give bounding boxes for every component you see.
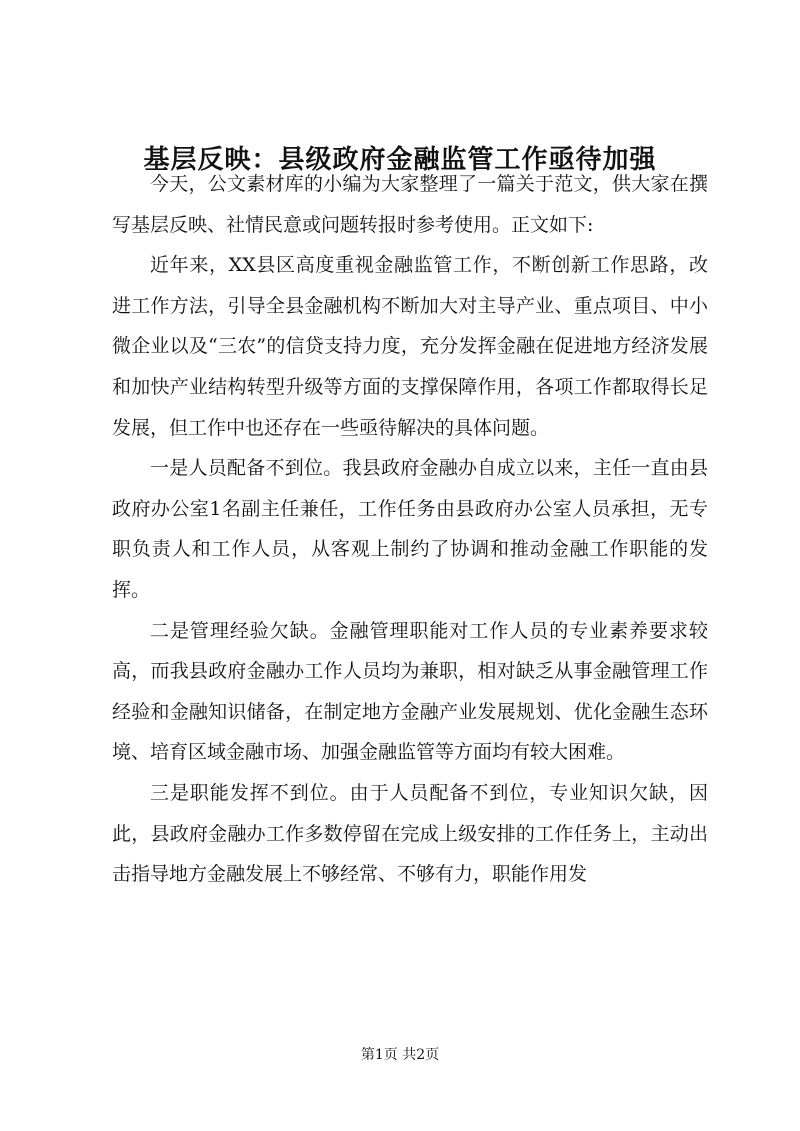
body-paragraph: 三是职能发挥不到位。由于人员配备不到位，专业知识欠缺，因此，县政府金融办工作多数停留在完成上级安排的工作任务上，主动出击指导地方金融发展上不够经常、不够有力，职能作用发 xyxy=(112,781,708,886)
body-paragraph: 二是管理经验欠缺。金融管理职能对工作人员的专业素养要求较高，而我县政府金融办工作人员均为兼职，相对缺乏从事金融管理工作经验和金融知识储备，在制定地方金融产业发展规划、优化金融生态环境、培育区域金融市场、加强金融监管等方面均有较大困难。 xyxy=(112,619,708,764)
body-paragraph: 一是人员配备不到位。我县政府金融办自成立以来，主任一直由县政府办公室1名副主任兼任，工作任务由县政府办公室人员承担，无专职负责人和工作人员，从客观上制约了协调和推动金融工作职能的发挥。 xyxy=(112,457,708,601)
intro-paragraph: 今天，公文素材库的小编为大家整理了一篇关于范文，供大家在撰写基层反映、社情民意或问题转报时参考使用。正文如下: xyxy=(112,173,708,236)
document-body xyxy=(112,164,708,895)
document-title: 基层反映：县级政府金融监管工作亟待加强 xyxy=(143,145,657,175)
page-number-footer: 第1页 共2页 xyxy=(360,1047,440,1063)
body-paragraph: 近年来，XX县区高度重视金融监管工作，不断创新工作思路，改进工作方法，引导全县金融机构不断加大对主导产业、重点项目、中小微企业以及“三农”的信贷支持力度，充分发挥金融在促进地方经济发展和加快产业结构转型升级等方面的支撑保障作用，各项工作都取得长足发展，但工作中也还存在一些亟待解决的具体问题。 xyxy=(112,254,708,439)
